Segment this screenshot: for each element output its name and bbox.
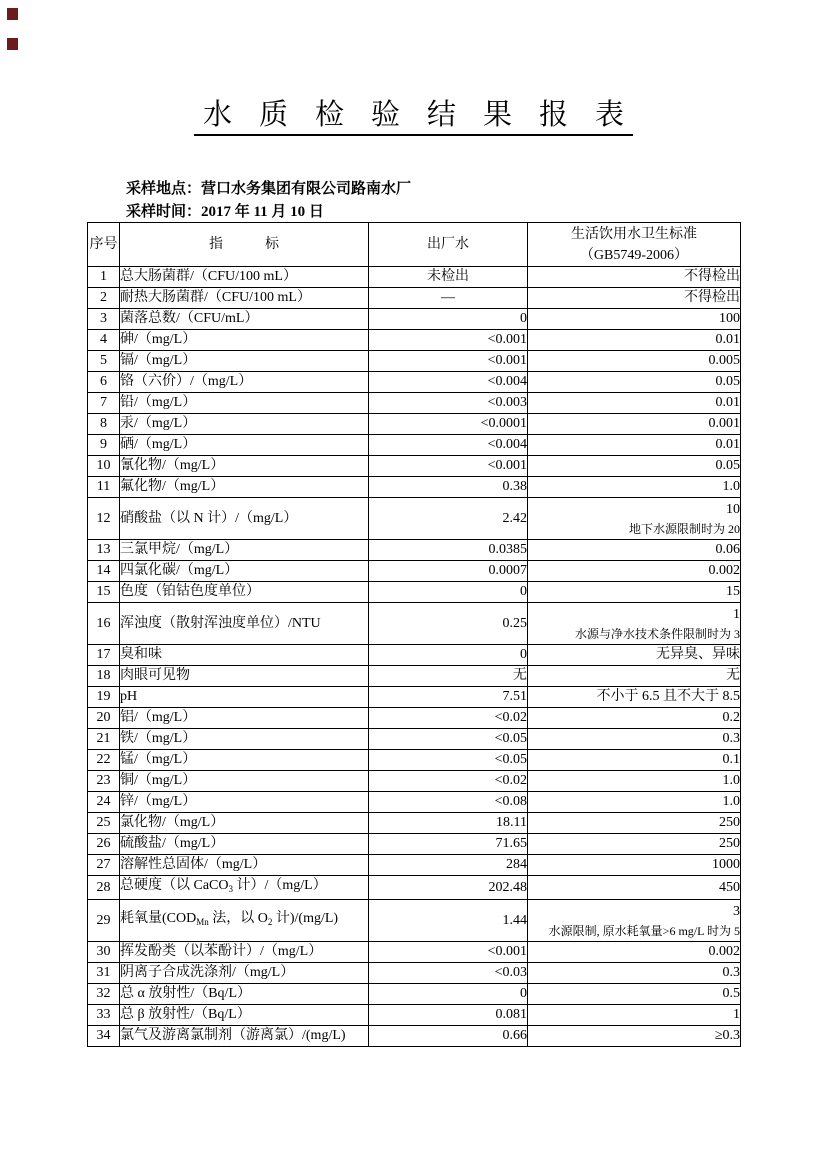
header-standard-line1: 生活饮用水卫生标准 — [571, 226, 697, 242]
table-row — [88, 330, 741, 351]
standard-limit-line2: 水源与净水技术条件限制时为 3 — [574, 627, 740, 641]
water-value: 0 — [369, 984, 528, 1005]
standard-limit: 0.5 — [528, 984, 741, 1005]
row-number: 21 — [88, 729, 120, 750]
row-number: 24 — [88, 792, 120, 813]
standard-limit: 1.0 — [528, 477, 741, 498]
standard-limit: 0.01 — [528, 435, 741, 456]
standard-limit: 1.0 — [528, 771, 741, 792]
indicator-label: 四氯化碳/（mg/L） — [120, 561, 369, 582]
table-row — [88, 834, 741, 855]
title-char: 报 — [539, 99, 569, 131]
water-value: 2.42 — [369, 498, 528, 540]
indicator-label: 砷/（mg/L） — [120, 330, 369, 351]
label-text: 总硬度（以 CaCO — [120, 878, 229, 893]
title-char: 果 — [483, 99, 513, 131]
indicator-label: 阴离子合成洗涤剂/（mg/L） — [120, 963, 369, 984]
row-number: 31 — [88, 963, 120, 984]
table-row — [88, 603, 741, 645]
table-row — [88, 645, 741, 666]
indicator-label: 三氯甲烷/（mg/L） — [120, 540, 369, 561]
row-number: 33 — [88, 1005, 120, 1026]
water-value: <0.001 — [369, 330, 528, 351]
label-text: 耗氧量(COD — [120, 911, 197, 926]
table-row — [88, 942, 741, 963]
table-row — [88, 477, 741, 498]
table-row — [88, 855, 741, 876]
indicator-label: pH — [120, 687, 369, 708]
table-row — [88, 792, 741, 813]
table-row — [88, 351, 741, 372]
indicator-label: 色度（铂钴色度单位） — [120, 582, 369, 603]
water-value: 71.65 — [369, 834, 528, 855]
row-number: 3 — [88, 309, 120, 330]
row-number: 2 — [88, 288, 120, 309]
water-value: 0.66 — [369, 1026, 528, 1047]
indicator-label: 铝/（mg/L） — [120, 708, 369, 729]
table-row — [88, 666, 741, 687]
row-number: 6 — [88, 372, 120, 393]
standard-limit: 0.2 — [528, 708, 741, 729]
subscript-text: 2 — [267, 917, 273, 927]
water-value: <0.001 — [369, 351, 528, 372]
table-row — [88, 1005, 741, 1026]
indicator-label: 汞/（mg/L） — [120, 414, 369, 435]
header-standard-line2: （GB5749-2006） — [579, 247, 689, 263]
table-row — [88, 813, 741, 834]
row-number: 18 — [88, 666, 120, 687]
standard-limit: 0.002 — [528, 561, 741, 582]
table-row — [88, 984, 741, 1005]
row-number: 7 — [88, 393, 120, 414]
standard-limit: 250 — [528, 834, 741, 855]
water-value: 0 — [369, 309, 528, 330]
table-body — [88, 267, 741, 1047]
water-value: 0.38 — [369, 477, 528, 498]
row-number: 30 — [88, 942, 120, 963]
standard-limit: 0.005 — [528, 351, 741, 372]
indicator-label: 铬（六价）/（mg/L） — [120, 372, 369, 393]
water-value: 无 — [369, 666, 528, 687]
water-value: — — [369, 288, 528, 309]
water-value: <0.003 — [369, 393, 528, 414]
indicator-label: 总 α 放射性/（Bq/L） — [120, 984, 369, 1005]
row-number: 5 — [88, 351, 120, 372]
page-title — [0, 100, 827, 136]
row-number: 13 — [88, 540, 120, 561]
page-title-text — [194, 100, 633, 136]
table-row — [88, 267, 741, 288]
water-value: 202.48 — [369, 876, 528, 900]
table-row — [88, 414, 741, 435]
standard-limit: 0.01 — [528, 330, 741, 351]
table-row — [88, 498, 741, 540]
row-number: 9 — [88, 435, 120, 456]
indicator-label: 耐热大肠菌群/（CFU/100 mL） — [120, 288, 369, 309]
standard-limit: 250 — [528, 813, 741, 834]
standard-limit — [528, 900, 741, 942]
water-value: 0.25 — [369, 603, 528, 645]
indicator-label: 挥发酚类（以苯酚计）/（mg/L） — [120, 942, 369, 963]
header-water: 出厂水 — [369, 223, 528, 267]
indicator-label: 氰化物/（mg/L） — [120, 456, 369, 477]
title-char: 水 — [202, 99, 232, 131]
standard-limit: 0.05 — [528, 372, 741, 393]
indicator-label: 锌/（mg/L） — [120, 792, 369, 813]
row-number: 27 — [88, 855, 120, 876]
row-number: 8 — [88, 414, 120, 435]
label-text: 计)/(mg/L) — [272, 911, 339, 926]
row-number: 10 — [88, 456, 120, 477]
standard-limit: 1000 — [528, 855, 741, 876]
table-row — [88, 687, 741, 708]
water-value: 0.0385 — [369, 540, 528, 561]
standard-limit: 0.06 — [528, 540, 741, 561]
header-indicator: 指 标 — [120, 223, 369, 267]
table-row — [88, 963, 741, 984]
sample-location: 采样地点：营口水务集团有限公司路南水厂 — [126, 181, 412, 197]
table-row — [88, 561, 741, 582]
indicator-label: 硒/（mg/L） — [120, 435, 369, 456]
water-value: <0.001 — [369, 942, 528, 963]
standard-limit: 0.1 — [528, 750, 741, 771]
standard-limit: 0.001 — [528, 414, 741, 435]
corner-mark — [7, 38, 18, 50]
indicator-label: 硫酸盐/（mg/L） — [120, 834, 369, 855]
title-char: 表 — [595, 99, 625, 131]
standard-limit: 不得检出 — [528, 267, 741, 288]
indicator-label — [120, 900, 369, 942]
standard-limit: 无 — [528, 666, 741, 687]
indicator-label: 镉/（mg/L） — [120, 351, 369, 372]
table-row — [88, 456, 741, 477]
header-no: 序号 — [88, 223, 120, 267]
table-row — [88, 729, 741, 750]
row-number: 14 — [88, 561, 120, 582]
row-number: 12 — [88, 498, 120, 540]
row-number: 22 — [88, 750, 120, 771]
header-standard — [528, 223, 741, 267]
indicator-label: 氯气及游离氯制剂（游离氯）/(mg/L) — [120, 1026, 369, 1047]
table-row — [88, 900, 741, 942]
table-row — [88, 309, 741, 330]
row-number: 25 — [88, 813, 120, 834]
indicator-label: 硝酸盐（以 N 计）/（mg/L） — [120, 498, 369, 540]
table-row — [88, 876, 741, 900]
indicator-label: 铜/（mg/L） — [120, 771, 369, 792]
water-value: 未检出 — [369, 267, 528, 288]
standard-limit: 0.05 — [528, 456, 741, 477]
table-row — [88, 540, 741, 561]
row-number: 19 — [88, 687, 120, 708]
indicator-label — [120, 876, 369, 900]
row-number: 28 — [88, 876, 120, 900]
table-row — [88, 372, 741, 393]
standard-limit: ≥0.3 — [528, 1026, 741, 1047]
indicator-label: 总大肠菌群/（CFU/100 mL） — [120, 267, 369, 288]
table-row — [88, 750, 741, 771]
standard-limit: 0.3 — [528, 963, 741, 984]
row-number: 32 — [88, 984, 120, 1005]
title-char: 质 — [258, 99, 288, 131]
title-char: 验 — [370, 99, 400, 131]
water-value: <0.08 — [369, 792, 528, 813]
water-value: <0.05 — [369, 729, 528, 750]
water-value: 0.081 — [369, 1005, 528, 1026]
table-row — [88, 771, 741, 792]
indicator-label: 氟化物/（mg/L） — [120, 477, 369, 498]
standard-limit — [528, 603, 741, 645]
standard-limit-line1: 1 — [733, 607, 740, 622]
indicator-label: 肉眼可见物 — [120, 666, 369, 687]
title-char: 结 — [427, 99, 457, 131]
table-row — [88, 435, 741, 456]
subscript-text: Mn — [196, 917, 209, 927]
corner-mark — [7, 8, 18, 20]
subscript-text: 3 — [228, 884, 233, 894]
table-row — [88, 288, 741, 309]
label-text: 计）/（mg/L） — [233, 878, 327, 893]
table-header-row — [88, 223, 741, 267]
standard-limit: 0.01 — [528, 393, 741, 414]
row-number: 29 — [88, 900, 120, 942]
standard-limit: 0.3 — [528, 729, 741, 750]
row-number: 15 — [88, 582, 120, 603]
water-value: 0 — [369, 582, 528, 603]
water-value: <0.004 — [369, 435, 528, 456]
standard-limit: 不小于 6.5 且不大于 8.5 — [528, 687, 741, 708]
standard-limit-line1: 3 — [733, 904, 740, 919]
row-number: 11 — [88, 477, 120, 498]
results-table — [87, 222, 741, 1047]
standard-limit: 100 — [528, 309, 741, 330]
water-value: <0.02 — [369, 708, 528, 729]
standard-limit-line2: 地下水源限制时为 20 — [628, 522, 740, 536]
standard-limit: 无异臭、异味 — [528, 645, 741, 666]
water-value: 18.11 — [369, 813, 528, 834]
standard-limit: 450 — [528, 876, 741, 900]
water-value: <0.0001 — [369, 414, 528, 435]
table-row — [88, 708, 741, 729]
indicator-label: 铅/（mg/L） — [120, 393, 369, 414]
indicator-label: 铁/（mg/L） — [120, 729, 369, 750]
indicator-label: 总 β 放射性/（Bq/L） — [120, 1005, 369, 1026]
row-number: 26 — [88, 834, 120, 855]
water-value: <0.004 — [369, 372, 528, 393]
water-value: <0.02 — [369, 771, 528, 792]
standard-limit-line2: 水源限制, 原水耗氧量>6 mg/L 时为 5 — [548, 924, 740, 938]
standard-limit: 15 — [528, 582, 741, 603]
standard-limit — [528, 498, 741, 540]
water-value: 0.0007 — [369, 561, 528, 582]
indicator-label: 臭和味 — [120, 645, 369, 666]
indicator-label: 锰/（mg/L） — [120, 750, 369, 771]
indicator-label: 氯化物/（mg/L） — [120, 813, 369, 834]
row-number: 16 — [88, 603, 120, 645]
indicator-label: 溶解性总固体/（mg/L） — [120, 855, 369, 876]
indicator-label: 浑浊度（散射浑浊度单位）/NTU — [120, 603, 369, 645]
row-number: 34 — [88, 1026, 120, 1047]
water-value: <0.001 — [369, 456, 528, 477]
standard-limit: 1 — [528, 1005, 741, 1026]
indicator-label: 菌落总数/（CFU/mL） — [120, 309, 369, 330]
water-value: <0.05 — [369, 750, 528, 771]
water-value: 1.44 — [369, 900, 528, 942]
title-char: 检 — [314, 99, 344, 131]
row-number: 23 — [88, 771, 120, 792]
standard-limit: 不得检出 — [528, 288, 741, 309]
label-text: 法，以 O — [208, 911, 268, 926]
table-row — [88, 582, 741, 603]
row-number: 1 — [88, 267, 120, 288]
table-row — [88, 1026, 741, 1047]
water-value: 0 — [369, 645, 528, 666]
table-row — [88, 393, 741, 414]
water-value: <0.03 — [369, 963, 528, 984]
water-value: 7.51 — [369, 687, 528, 708]
water-value: 284 — [369, 855, 528, 876]
standard-limit: 1.0 — [528, 792, 741, 813]
row-number: 4 — [88, 330, 120, 351]
sample-time: 采样时间：2017 年 11 月 10 日 — [126, 204, 324, 220]
row-number: 20 — [88, 708, 120, 729]
row-number: 17 — [88, 645, 120, 666]
standard-limit-line1: 10 — [726, 502, 740, 517]
standard-limit: 0.002 — [528, 942, 741, 963]
